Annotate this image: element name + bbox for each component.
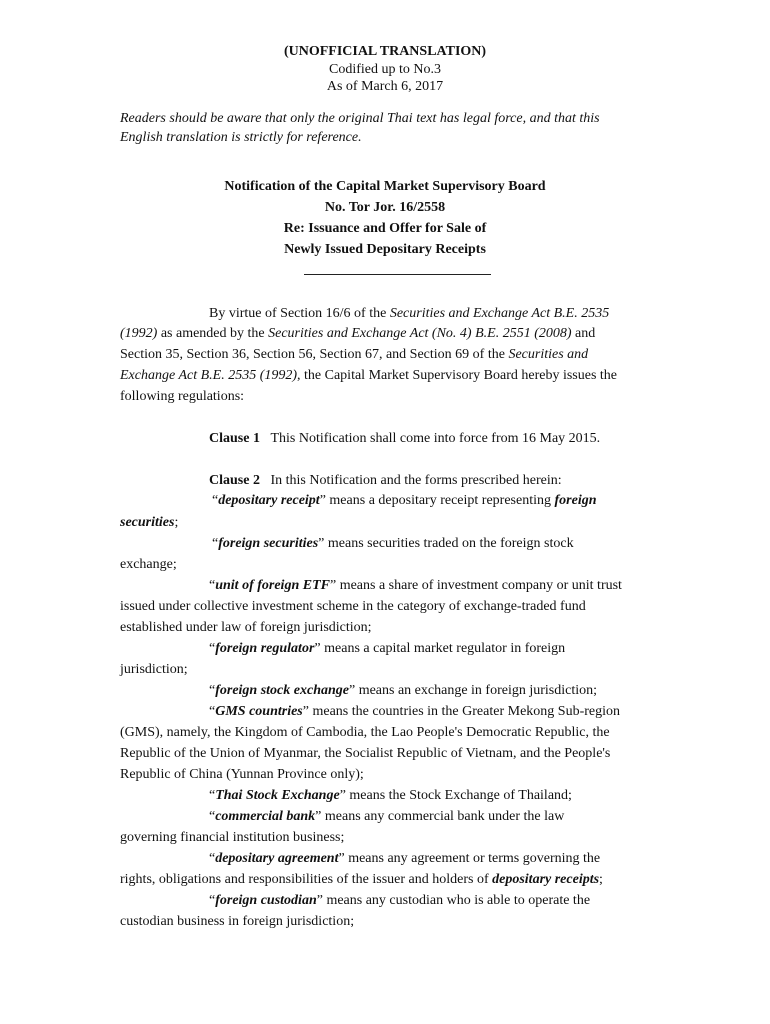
definition-foreign-regulator [209,639,565,658]
text-span: foreign stock exchange [215,683,349,698]
preamble-line-4 [120,366,617,385]
text-span: rights, obligations and responsibilities of the issuer and holders of [120,872,493,887]
text-span: depositary agreement [215,851,339,866]
text-span: depositary receipts [492,872,600,887]
text-span: means securities traded on the foreign stock [324,536,574,551]
text-span: means a depositary receipt representing [325,493,555,508]
text-span: foreign [554,493,597,508]
definition-gms-countries-cont-3: Republic of China (Yunnan Province only); [120,767,364,782]
clause-1-text: This Notification shall come into force from 16 May 2015. [270,431,601,446]
title-divider [304,274,491,275]
definition-depositary-agreement-cont [120,870,603,889]
text-span: Securities and Exchange Act (No. 4) B.E. 2551 (2008) [268,326,572,341]
definition-gms-countries [209,702,620,721]
text-span: unit of foreign ETF [215,578,330,593]
definition-foreign-regulator-cont: jurisdiction; [120,662,188,677]
disclaimer [120,109,680,147]
notification-title-line-2: No. Tor Jor. 16/2558 [324,200,446,215]
text-span: foreign custodian [215,893,317,908]
text-span: means the Stock Exchange of Thailand; [345,788,572,803]
text-span: “ [209,893,216,908]
text-span: “ [209,641,216,656]
definition-foreign-securities [212,534,574,553]
text-span: means a capital market regulator in foreign [320,641,566,656]
text-span: as amended by the [157,326,269,341]
text-span: foreign securities [218,536,319,551]
text-span: “ [209,578,216,593]
text-span: “ [209,851,216,866]
text-span: ; [599,872,603,887]
text-span: means an exchange in foreign jurisdiction; [355,683,598,698]
text-span: ” [302,704,309,719]
definition-foreign-stock-exchange [209,681,597,700]
clause-1-label: Clause 1 [209,431,260,446]
definition-gms-countries-cont-1: (GMS), namely, the Kingdom of Cambodia, the Lao People's Democratic Republic, the [120,725,610,740]
translation-title: (UNOFFICIAL TRANSLATION) [283,44,487,59]
text-span: means any commercial bank under the law [321,809,565,824]
text-span: ; [174,515,179,530]
codified-note: Codified up to No.3 [329,62,441,77]
text-span: “ [212,493,219,508]
text-span: ” [314,641,321,656]
clause-1 [209,429,600,448]
text-span: “ [212,536,219,551]
text-span: “ [209,809,216,824]
text-span: means any custodian who is able to operate the [322,893,591,908]
preamble-line-3 [120,345,588,364]
preamble-line-1 [209,304,609,323]
text-span: securities [120,515,175,530]
definition-commercial-bank-cont: governing financial institution business; [120,830,345,845]
notification-title-line-4: Newly Issued Depositary Receipts [284,242,486,257]
text-span: By virtue of Section 16/6 of the [209,306,390,321]
text-span: ” [315,809,322,824]
text-span: means any agreement or terms governing the [344,851,601,866]
text-span: means a share of investment company or unit trust [336,578,622,593]
text-span: foreign regulator [215,641,315,656]
notification-title-line-1: Notification of the Capital Market Supervisory Board [224,179,546,194]
text-span: Securities and Exchange Act B.E. 2535 [389,306,610,321]
clause-2-text: In this Notification and the forms prescribed herein: [270,473,562,488]
text-span: “ [209,683,216,698]
clause-2-label: Clause 2 [209,473,260,488]
text-span: (1992) [120,326,158,341]
definition-commercial-bank [209,807,564,826]
text-span: Securities and [508,347,589,362]
definition-gms-countries-cont-2: Republic of the Union of Myanmar, the Socialist Republic of Vietnam, and the People's [120,746,611,761]
preamble-line-2 [120,324,595,343]
text-span: , the Capital Market Supervisory Board hereby issues the [297,368,618,383]
notification-title-line-3: Re: Issuance and Offer for Sale of [283,221,487,236]
date-note: As of March 6, 2017 [326,79,444,94]
definition-depositary-receipt [212,491,597,510]
text-span: Section 35, Section 36, Section 56, Section 67, and Section 69 of the [120,347,509,362]
definition-foreign-custodian [209,891,590,910]
disclaimer-line-1: Readers should be aware that only the original Thai text has legal force, and that this [120,111,600,126]
definition-foreign-securities-cont: exchange; [120,557,177,572]
disclaimer-line-2: English translation is strictly for reference. [120,130,362,145]
text-span: ” [329,578,337,593]
text-span: and [571,326,596,341]
text-span: ” [318,536,325,551]
text-span: commercial bank [215,809,316,824]
text-span: ” [348,683,356,698]
text-span: ” [338,851,345,866]
text-span: means the countries in the Greater Mekong Sub-region [308,704,620,719]
text-span: ” [316,893,323,908]
text-span: depositary receipt [218,493,320,508]
text-span: “ [209,788,216,803]
preamble-line-5: following regulations: [120,389,245,404]
text-span: Exchange Act B.E. 2535 (1992) [120,368,298,383]
text-span: ” [319,493,326,508]
text-span: ” [339,788,346,803]
text-span: Thai Stock Exchange [215,788,340,803]
definition-depositary-receipt-cont [120,513,178,532]
text-span: GMS countries [215,704,303,719]
clause-2 [209,471,562,490]
definition-unit-of-foreign-etf-cont-1: issued under collective investment scheme in the category of exchange-traded fund [120,599,586,614]
definition-unit-of-foreign-etf [209,576,622,595]
definition-depositary-agreement [209,849,600,868]
definition-thai-stock-exchange [209,786,572,805]
definition-unit-of-foreign-etf-cont-2: established under law of foreign jurisdiction; [120,620,372,635]
text-span: “ [209,704,216,719]
definition-foreign-custodian-cont: custodian business in foreign jurisdiction; [120,914,355,929]
